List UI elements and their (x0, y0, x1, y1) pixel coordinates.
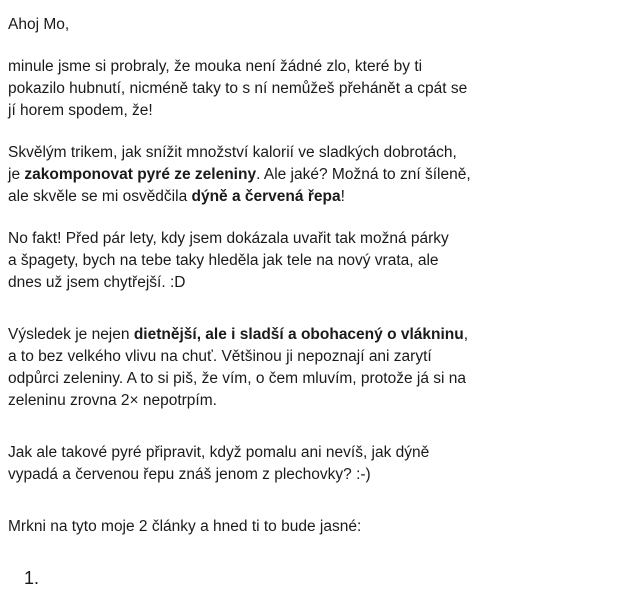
paragraph-4-line-3: odpůrci zeleniny. A to si piš, že vím, o čem mluvím, protože já si na (8, 370, 467, 387)
paragraph-1-line-1: minule jsme si probraly, že mouka není žádné zlo, které by ti (8, 58, 423, 75)
text-span: . Ale jaké? Možná to zní šíleně, (256, 166, 471, 183)
text-span: Výsledek je nejen (8, 326, 134, 343)
text-span: je (8, 166, 25, 183)
greeting: Ahoj Mo, (8, 16, 70, 33)
text-span: ! (340, 188, 345, 205)
paragraph-2-line-2 (8, 164, 471, 186)
ordered-list-marker-1: 1. (24, 568, 40, 588)
paragraph-4-line-2: a to bez velkého vlivu na chuť. Většinou ji nepoznají ani zarytí (8, 348, 432, 365)
paragraph-5-line-1: Jak ale takové pyré připravit, když pomalu ani nevíš, jak dýně (8, 444, 430, 461)
bold-text: zakomponovat pyré ze zeleniny (24, 166, 257, 183)
text-span: , (463, 326, 469, 343)
bold-text: dýně a červená řepa (191, 188, 341, 205)
paragraph-5-line-2: vypadá a červenou řepu znáš jenom z plechovky? :-) (8, 466, 371, 483)
paragraph-3-line-1: No fakt! Před pár lety, kdy jsem dokázala uvařit tak možná párky (8, 230, 449, 247)
paragraph-3-line-3: dnes už jsem chytřejší. :D (8, 274, 186, 291)
text-span: ale skvěle se mi osvědčila (8, 188, 192, 205)
bold-text: dietnější, ale i sladší a obohacený o vlákninu (133, 326, 464, 343)
paragraph-1-line-2: pokazilo hubnutí, nicméně taky to s ní nemůžeš přehánět a cpát se (8, 80, 468, 97)
paragraph-3-line-2: a špagety, bych na tebe taky hleděla jak tele na nový vrata, ale (8, 252, 439, 269)
paragraph-4-line-4: zeleninu zrovna 2× nepotrpím. (8, 392, 217, 409)
paragraph-1-line-3: jí horem spodem, že! (8, 102, 153, 119)
paragraph-2-line-1: Skvělým trikem, jak snížit množství kalorií ve sladkých dobrotách, (8, 144, 457, 161)
paragraph-6: Mrkni na tyto moje 2 články a hned ti to bude jasné: (8, 518, 362, 535)
paragraph-2-line-3 (8, 186, 345, 208)
paragraph-4-line-1 (8, 324, 468, 346)
